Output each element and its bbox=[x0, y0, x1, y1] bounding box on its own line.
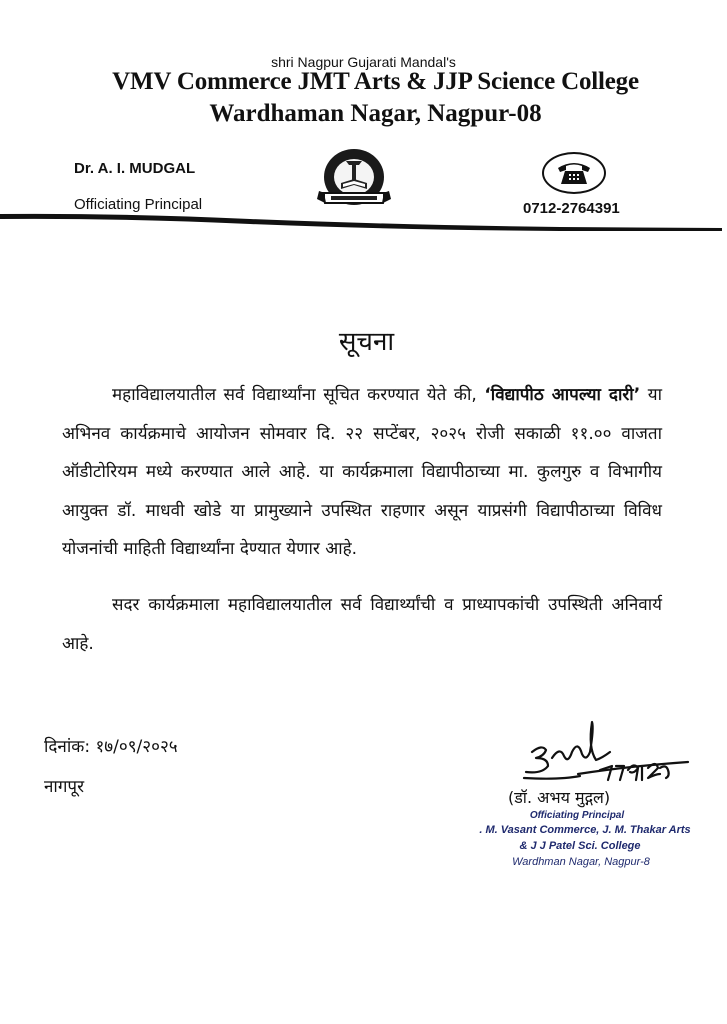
paragraph-line: योजनांची माहिती विद्यार्थ्यांना देण्यात येणार आहे. bbox=[62, 539, 358, 559]
notice-paragraph-2 bbox=[62, 586, 662, 663]
text-segment: या bbox=[640, 385, 662, 405]
notice-paragraph-1 bbox=[62, 376, 662, 569]
telephone-icon bbox=[542, 152, 606, 194]
paragraph-line: सदर कार्यक्रमाला महाविद्यालयातील सर्व विद्यार्थ्यांची व प्राध्यापकांची उपस्थिती अनिवार्य bbox=[112, 595, 662, 615]
society-name: shri Nagpur Gujarati Mandal's bbox=[271, 54, 456, 70]
header-divider bbox=[0, 205, 727, 235]
stamp-address: Wardhman Nagar, Nagpur-8 bbox=[512, 856, 650, 868]
stamp-designation: Officiating Principal bbox=[529, 810, 625, 821]
college-address: Wardhaman Nagar, Nagpur-08 bbox=[209, 100, 542, 127]
paragraph-line: आयुक्त डॉ. माधवी खोडे या प्रामुख्याने उपस्थित राहणार असून याप्रसंगी विद्यापीठाच्या विविध bbox=[62, 500, 662, 521]
notice-date: दिनांक: १७/०९/२०२५ bbox=[44, 737, 178, 757]
stamp-college-line: . M. Vasant Commerce, J. M. Thakar Arts bbox=[479, 824, 691, 836]
principal-title: Officiating Principal bbox=[74, 196, 203, 213]
paragraph-line: आहे. bbox=[62, 633, 94, 654]
paragraph-line: ऑडीटोरियम मध्ये करण्यात आले आहे. या कार्यक्रमाला विद्यापीठाच्या मा. कुलगुरु व विभागीय bbox=[62, 462, 662, 482]
college-emblem-icon bbox=[313, 147, 395, 211]
college-name: VMV Commerce JMT Arts & JJP Science College bbox=[112, 68, 639, 95]
text-segment: महाविद्यालयातील सर्व विद्यार्थ्यांना सूचित करण्यात येते की, bbox=[112, 385, 485, 405]
notice-place: नागपूर bbox=[44, 777, 85, 797]
signatory-name: (डॉ. अभय मुद्गल) bbox=[508, 788, 611, 807]
program-name: ‘विद्यापीठ आपल्या दारी’ bbox=[484, 385, 641, 405]
stamp-college-line: & J J Patel Sci. College bbox=[519, 840, 641, 852]
paragraph-line bbox=[62, 376, 662, 415]
notice-title: सूचना bbox=[338, 327, 395, 357]
paragraph-line: अभिनव कार्यक्रमाचे आयोजन सोमवार दि. २२ सप्टेंबर, २०२५ रोजी सकाळी ११.०० वाजता bbox=[62, 423, 662, 444]
phone-number: 0712-2764391 bbox=[523, 200, 620, 217]
principal-name: Dr. A. I. MUDGAL bbox=[74, 160, 196, 177]
